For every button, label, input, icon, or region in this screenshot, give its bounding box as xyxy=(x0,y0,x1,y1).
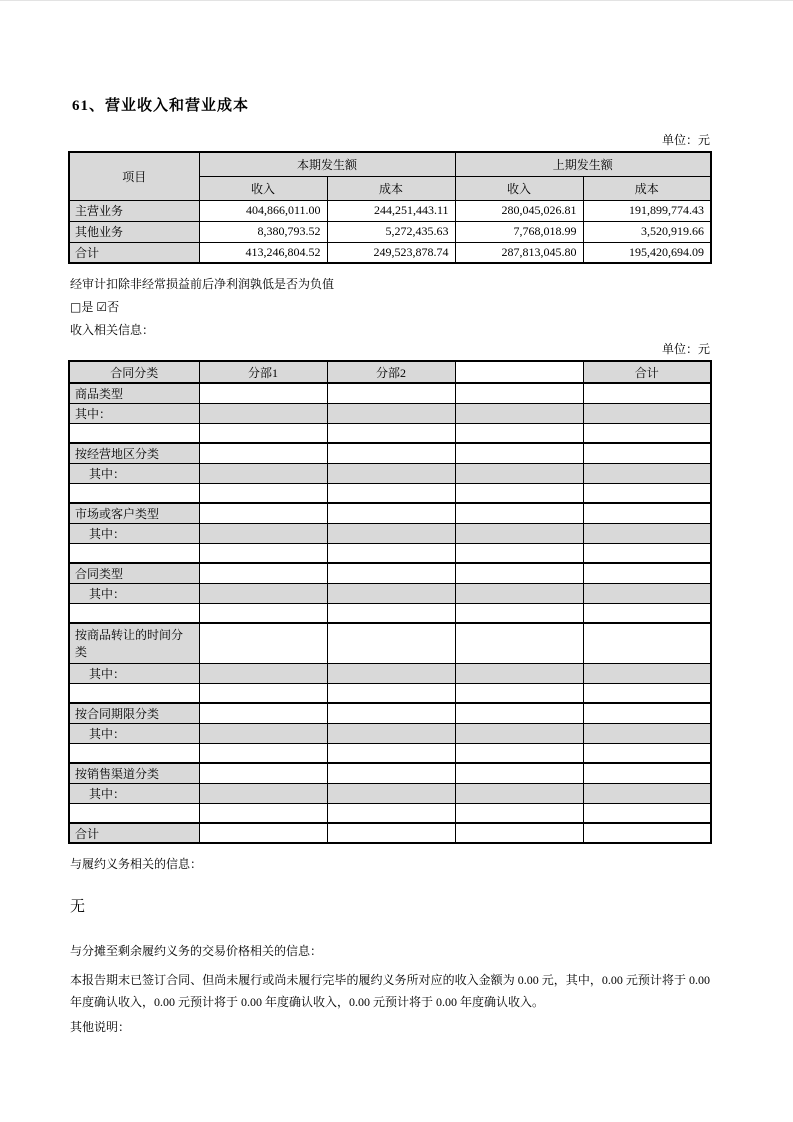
cell xyxy=(455,583,583,603)
header-item: 项目 xyxy=(69,152,199,200)
row-label: 按合同期限分类 xyxy=(69,703,199,723)
cell xyxy=(327,383,455,403)
cell xyxy=(327,603,455,623)
cell xyxy=(583,543,711,563)
unit-label: 单位：元 xyxy=(661,342,710,356)
cell xyxy=(327,483,455,503)
unit-label: 单位：元 xyxy=(661,133,710,147)
cell xyxy=(455,703,583,723)
cell xyxy=(327,543,455,563)
table-row xyxy=(69,803,711,823)
cell xyxy=(327,463,455,483)
cell xyxy=(327,803,455,823)
cell xyxy=(327,403,455,423)
cell xyxy=(327,563,455,583)
cell xyxy=(199,783,327,803)
cell-value: 5,272,435.63 xyxy=(327,221,455,242)
cell xyxy=(327,783,455,803)
table-row xyxy=(69,503,711,523)
cell xyxy=(455,743,583,763)
cell xyxy=(455,623,583,663)
cell xyxy=(455,443,583,463)
cell xyxy=(583,583,711,603)
cell xyxy=(455,523,583,543)
cell xyxy=(199,423,327,443)
header-segment-2: 分部2 xyxy=(327,361,455,383)
cell xyxy=(583,623,711,663)
table-row xyxy=(69,463,711,483)
cell-value: 3,520,919.66 xyxy=(583,221,711,242)
cell xyxy=(583,823,711,843)
table-row xyxy=(69,383,711,403)
cell xyxy=(455,663,583,683)
cell xyxy=(327,663,455,683)
contract-classification-table xyxy=(68,360,712,844)
cell xyxy=(199,703,327,723)
header-revenue: 收入 xyxy=(199,176,327,200)
header-contract-class: 合同分类 xyxy=(69,361,199,383)
cell xyxy=(583,703,711,723)
cell-value: 280,045,026.81 xyxy=(455,200,583,221)
row-label: 其中： xyxy=(69,463,199,483)
table-row xyxy=(69,663,711,683)
cell xyxy=(327,583,455,603)
cell xyxy=(199,583,327,603)
row-label xyxy=(69,483,199,503)
row-label: 其中： xyxy=(69,783,199,803)
cell xyxy=(199,403,327,423)
cell xyxy=(455,823,583,843)
cell xyxy=(455,603,583,623)
cell xyxy=(455,383,583,403)
cell xyxy=(199,723,327,743)
cell xyxy=(327,683,455,703)
row-label xyxy=(69,543,199,563)
checkbox-checked-icon: ☑ xyxy=(96,300,108,314)
table-row xyxy=(69,563,711,583)
table-header-row xyxy=(69,361,711,383)
row-label: 其他业务 xyxy=(69,221,199,242)
revenue-info-label: 收入相关信息： xyxy=(70,323,155,337)
table-row xyxy=(69,703,711,723)
cell xyxy=(583,723,711,743)
cell-value: 7,768,018.99 xyxy=(455,221,583,242)
cell-value: 249,523,878.74 xyxy=(327,242,455,263)
cell xyxy=(583,803,711,823)
cell xyxy=(199,463,327,483)
table-row xyxy=(69,242,711,263)
row-label: 其中： xyxy=(69,663,199,683)
row-label: 市场或客户类型 xyxy=(69,503,199,523)
table-row xyxy=(69,783,711,803)
cell xyxy=(455,783,583,803)
row-label: 按商品转让的时间分类 xyxy=(69,623,199,663)
table-row xyxy=(69,221,711,242)
cell xyxy=(327,503,455,523)
performance-obligation-label: 与履约义务相关的信息： xyxy=(70,857,203,871)
row-label: 其中： xyxy=(69,723,199,743)
cell xyxy=(199,763,327,783)
cell xyxy=(583,423,711,443)
table-row xyxy=(69,723,711,743)
cell xyxy=(199,543,327,563)
remaining-obligation-text: 本报告期末已签订合同、但尚未履行或尚未履行完毕的履约义务所对应的收入金额为 0.00 元，其中，0.00 元预计将于 0.00 年度确认收入，0.00 元预计将于 0.00 年度确认收入，0.00 元预计将于 0.00 年度确认收入。 xyxy=(70,973,710,1009)
table-row xyxy=(69,823,711,843)
option-no-label: 否 xyxy=(107,300,120,314)
cell xyxy=(327,443,455,463)
table-row xyxy=(69,763,711,783)
cell xyxy=(583,483,711,503)
cell-value: 191,899,774.43 xyxy=(583,200,711,221)
table-row xyxy=(69,200,711,221)
cell xyxy=(199,483,327,503)
header-cost: 成本 xyxy=(327,176,455,200)
cell xyxy=(583,443,711,463)
table-row xyxy=(69,483,711,503)
cell xyxy=(583,463,711,483)
cell xyxy=(199,823,327,843)
cell xyxy=(199,383,327,403)
table-row xyxy=(69,423,711,443)
cell xyxy=(455,803,583,823)
header-prior-period: 上期发生额 xyxy=(455,152,711,176)
cell xyxy=(583,683,711,703)
section-title: 61、营业收入和营业成本 xyxy=(72,98,250,114)
table-row xyxy=(69,603,711,623)
cell-value: 8,380,793.52 xyxy=(199,221,327,242)
row-label: 合计 xyxy=(69,242,199,263)
cell xyxy=(583,603,711,623)
table-header-row xyxy=(69,152,711,176)
table-row xyxy=(69,683,711,703)
cell xyxy=(327,703,455,723)
checkbox-unchecked-icon: □ xyxy=(70,300,82,314)
table-row xyxy=(69,583,711,603)
cell xyxy=(199,663,327,683)
cell xyxy=(455,563,583,583)
cell xyxy=(455,723,583,743)
audit-question-text: 经审计扣除非经常损益前后净利润孰低是否为负值 xyxy=(70,277,335,291)
header-total: 合计 xyxy=(583,361,711,383)
cell xyxy=(583,763,711,783)
cell xyxy=(199,803,327,823)
cell xyxy=(583,403,711,423)
cell xyxy=(583,743,711,763)
row-label xyxy=(69,803,199,823)
cell-value: 404,866,011.00 xyxy=(199,200,327,221)
header-cost: 成本 xyxy=(583,176,711,200)
cell xyxy=(455,463,583,483)
cell xyxy=(455,683,583,703)
cell xyxy=(327,743,455,763)
table-row xyxy=(69,623,711,663)
row-label: 其中： xyxy=(69,523,199,543)
cell xyxy=(199,743,327,763)
header-blank xyxy=(455,361,583,383)
cell xyxy=(583,503,711,523)
cell xyxy=(455,503,583,523)
row-label: 商品类型 xyxy=(69,383,199,403)
header-segment-1: 分部1 xyxy=(199,361,327,383)
cell xyxy=(583,783,711,803)
cell xyxy=(455,403,583,423)
row-label: 主营业务 xyxy=(69,200,199,221)
cell-value: 244,251,443.11 xyxy=(327,200,455,221)
cell xyxy=(199,623,327,663)
header-revenue: 收入 xyxy=(455,176,583,200)
table-row xyxy=(69,523,711,543)
row-label: 其中： xyxy=(69,583,199,603)
row-label: 按经营地区分类 xyxy=(69,443,199,463)
cell xyxy=(199,603,327,623)
cell xyxy=(199,503,327,523)
cell xyxy=(199,443,327,463)
other-note-label: 其他说明： xyxy=(70,1020,131,1034)
cell xyxy=(199,523,327,543)
table-row xyxy=(69,403,711,423)
header-current-period: 本期发生额 xyxy=(199,152,455,176)
row-label: 按销售渠道分类 xyxy=(69,763,199,783)
cell xyxy=(583,523,711,543)
cell xyxy=(583,663,711,683)
cell xyxy=(455,763,583,783)
cell xyxy=(327,763,455,783)
option-yes-label: 是 xyxy=(81,300,94,314)
remaining-obligation-label: 与分摊至剩余履约义务的交易价格相关的信息： xyxy=(70,944,323,958)
cell xyxy=(327,523,455,543)
row-label xyxy=(69,603,199,623)
audit-answer-line xyxy=(70,299,710,316)
row-label xyxy=(69,743,199,763)
row-label xyxy=(69,683,199,703)
table-row xyxy=(69,543,711,563)
table-row xyxy=(69,743,711,763)
cell xyxy=(455,543,583,563)
cell-value: 195,420,694.09 xyxy=(583,242,711,263)
cell xyxy=(583,383,711,403)
income-cost-table xyxy=(68,151,712,264)
row-label xyxy=(69,423,199,443)
cell xyxy=(327,723,455,743)
row-label: 合同类型 xyxy=(69,563,199,583)
cell xyxy=(199,683,327,703)
cell xyxy=(199,563,327,583)
performance-obligation-value: 无 xyxy=(70,899,86,915)
table-row xyxy=(69,443,711,463)
cell xyxy=(327,823,455,843)
cell-value: 413,246,804.52 xyxy=(199,242,327,263)
cell xyxy=(327,423,455,443)
row-label: 其中： xyxy=(69,403,199,423)
cell-value: 287,813,045.80 xyxy=(455,242,583,263)
cell xyxy=(583,563,711,583)
cell xyxy=(327,623,455,663)
row-label: 合计 xyxy=(69,823,199,843)
cell xyxy=(455,423,583,443)
cell xyxy=(455,483,583,503)
